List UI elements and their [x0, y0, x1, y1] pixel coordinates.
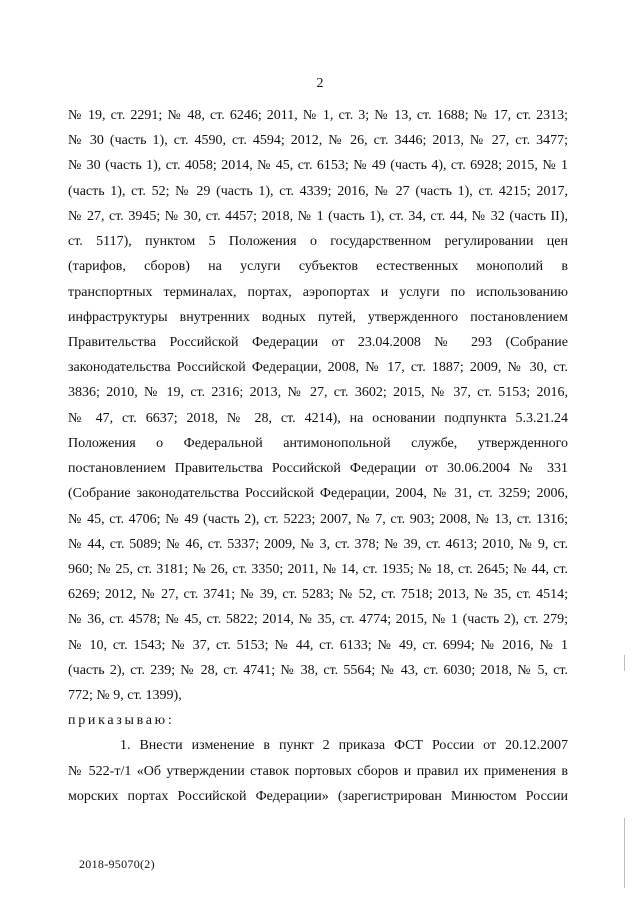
text-line: № 44, ст. 5089; № 46, ст. 5337; 2009, № 3, ст. 378; № 39, ст. 4613; 2010, № 9, ст.: [68, 536, 568, 552]
text-line: Правительства Российской Федерации от 23.04.2008 № 293 (Собрание: [68, 334, 568, 350]
text-line: 772; № 9, ст. 1399),: [68, 688, 182, 704]
text-line: № 30 (часть 1), ст. 4590, ст. 4594; 2012, № 26, ст. 3446; 2013, № 27, ст. 3477;: [68, 133, 568, 149]
page-number: 2: [316, 76, 324, 91]
order-word: приказываю:: [68, 713, 175, 729]
item-1-line: № 522-т/1 «Об утверждении ставок портовых сборов и правил их применения в: [68, 763, 568, 779]
text-line: (часть 1), ст. 52; № 29 (часть 1), ст. 4339; 2016, № 27 (часть 1), ст. 4215; 2017,: [68, 183, 568, 199]
text-line: № 27, ст. 3945; № 30, ст. 4457; 2018, № 1 (часть 1), ст. 34, ст. 44, № 32 (часть II),: [68, 208, 568, 224]
text-line: № 36, ст. 4578; № 45, ст. 5822; 2014, № 35, ст. 4774; 2015, № 1 (часть 2), ст. 279;: [68, 612, 568, 628]
text-line: 3836; 2010, № 19, ст. 2316; 2013, № 27, ст. 3602; 2015, № 37, ст. 5153; 2016,: [68, 385, 568, 401]
text-line: (Собрание законодательства Российской Федерации, 2004, № 31, ст. 3259; 2006,: [68, 486, 568, 502]
text-line: № 47, ст. 6637; 2018, № 28, ст. 4214), на основании подпункта 5.3.21.24: [68, 410, 568, 426]
text-line: 6269; 2012, № 27, ст. 3741; № 39, ст. 5283; № 52, ст. 7518; 2013, № 35, ст. 4514;: [68, 587, 568, 603]
item-1-line: морских портах Российской Федерации» (зарегистрирован Минюстом России: [68, 788, 568, 804]
document-code: 2018-95070(2): [79, 857, 155, 871]
item-1-line: 1. Внести изменение в пункт 2 приказа ФСТ России от 20.12.2007: [120, 738, 568, 754]
text-line: инфраструктуры внутренних водных путей, утвержденного постановлением: [68, 309, 568, 325]
text-line: Положения о Федеральной антимонопольной службе, утвержденного: [68, 435, 568, 451]
document-body: [68, 103, 568, 809]
text-line: № 45, ст. 4706; № 49 (часть 2), ст. 5223; 2007, № 7, ст. 903; 2008, № 13, ст. 1316;: [68, 511, 568, 527]
scan-margin-mark: [624, 818, 625, 888]
text-line: (тарифов, сборов) на услуги субъектов естественных монополий в: [68, 259, 568, 275]
text-line: законодательства Российской Федерации, 2008, № 17, ст. 1887; 2009, № 30, ст.: [68, 360, 568, 376]
text-line: № 19, ст. 2291; № 48, ст. 6246; 2011, № 1, ст. 3; № 13, ст. 1688; № 17, ст. 2313;: [68, 108, 568, 123]
text-line: ст. 5117), пунктом 5 Положения о государственном регулировании цен: [68, 234, 568, 250]
text-line: постановлением Правительства Российской Федерации от 30.06.2004 № 331: [68, 461, 568, 477]
text-line: № 10, ст. 1543; № 37, ст. 5153; № 44, ст. 6133; № 49, ст. 6994; № 2016, № 1: [68, 637, 568, 653]
text-line: 960; № 25, ст. 3181; № 26, ст. 3350; 2011, № 14, ст. 1935; № 18, ст. 2645; № 44, ст.: [68, 561, 568, 577]
text-line: № 30 (часть 1), ст. 4058; 2014, № 45, ст. 6153; № 49 (часть 4), ст. 6928; 2015, № 1: [68, 158, 568, 174]
scan-margin-mark: [624, 655, 625, 671]
text-line: (часть 2), ст. 239; № 28, ст. 4741; № 38, ст. 5564; № 43, ст. 6030; 2018, № 5, ст.: [68, 662, 568, 678]
text-line: транспортных терминалах, портах, аэропортах и услуги по использованию: [68, 284, 568, 300]
